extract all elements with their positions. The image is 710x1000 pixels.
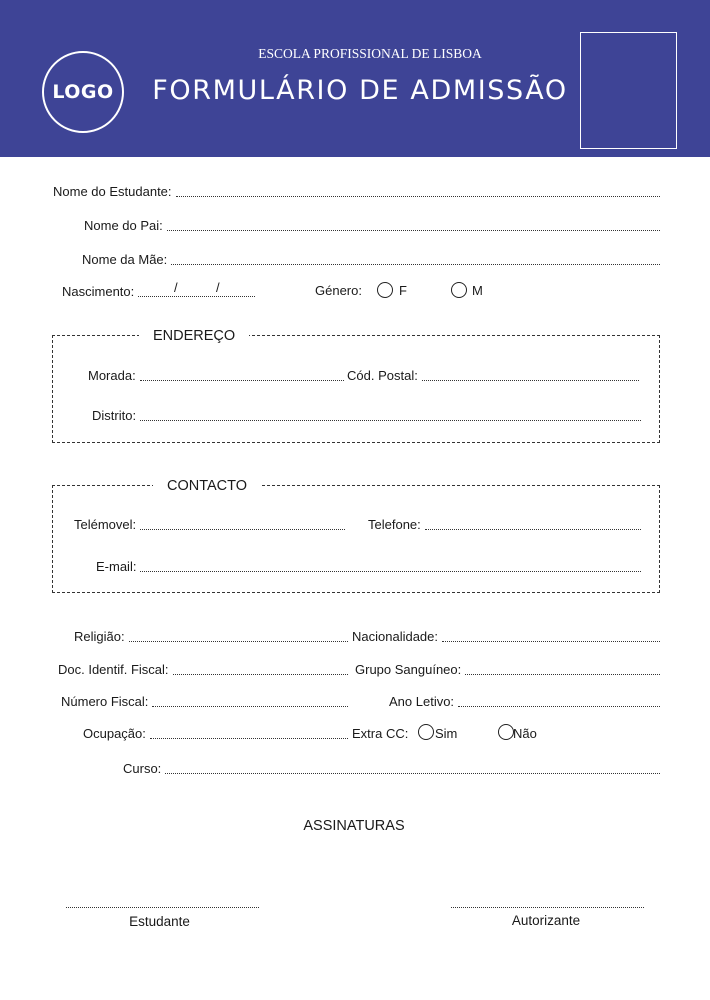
contact-section (52, 485, 660, 593)
address-section (52, 335, 660, 443)
postal-code-field[interactable] (347, 366, 639, 384)
mobile-field[interactable] (74, 515, 345, 533)
date-separator: / (216, 280, 220, 295)
phone-field[interactable] (368, 515, 641, 533)
birth-label: Nascimento: (62, 284, 135, 299)
street-label: Morada: (88, 368, 136, 383)
gender-m-radio[interactable] (451, 282, 467, 298)
birth-date-field[interactable] (62, 282, 255, 300)
religion-field[interactable] (74, 627, 348, 645)
course-field[interactable] (123, 759, 660, 777)
email-line[interactable] (140, 559, 641, 572)
student-name-label: Nome do Estudante: (53, 184, 172, 199)
phone-line[interactable] (425, 517, 641, 530)
extra-yes-radio[interactable] (418, 724, 434, 740)
tax-id-doc-line[interactable] (173, 662, 348, 675)
nationality-label: Nacionalidade: (352, 629, 439, 644)
authorizer-signature-line[interactable] (451, 907, 644, 908)
occupation-line[interactable] (150, 726, 348, 739)
mother-name-line[interactable] (171, 252, 660, 265)
district-label: Distrito: (92, 408, 137, 423)
course-line[interactable] (165, 761, 660, 774)
phone-label: Telefone: (368, 517, 421, 532)
birth-date-line[interactable] (138, 284, 255, 297)
school-name: ESCOLA PROFISSIONAL DE LISBOA (258, 46, 482, 61)
mobile-line[interactable] (140, 517, 345, 530)
student-name-line[interactable] (176, 184, 660, 197)
email-field[interactable] (96, 557, 641, 575)
father-name-field[interactable] (84, 216, 660, 234)
postal-code-line[interactable] (422, 368, 639, 381)
extra-no-label: Não (513, 726, 537, 741)
form-title: FORMULÁRIO DE ADMISSÃO (152, 75, 568, 106)
gender-m-label: M (472, 283, 483, 298)
tax-number-label: Número Fiscal: (61, 694, 149, 709)
mother-name-field[interactable] (82, 250, 660, 268)
school-year-label: Ano Letivo: (389, 694, 455, 709)
nationality-field[interactable] (352, 627, 660, 645)
nationality-line[interactable] (442, 629, 660, 642)
photo-placeholder[interactable] (580, 32, 677, 149)
gender-f-label: F (399, 283, 407, 298)
contact-title: CONTACTO (153, 477, 261, 495)
religion-label: Religião: (74, 629, 125, 644)
email-label: E-mail: (96, 559, 137, 574)
street-field[interactable] (88, 366, 344, 384)
school-year-line[interactable] (458, 694, 660, 707)
logo-text: LOGO (52, 81, 114, 103)
address-title: ENDEREÇO (139, 327, 249, 345)
extra-yes-label: Sim (435, 726, 458, 741)
form-header (0, 0, 710, 157)
course-label: Curso: (123, 761, 162, 776)
student-name-field[interactable] (53, 182, 660, 200)
authorizer-signature-label: Autorizante (511, 913, 581, 928)
gender-label: Género: (315, 283, 362, 298)
father-name-label: Nome do Pai: (84, 218, 163, 233)
religion-line[interactable] (129, 629, 348, 642)
postal-code-label: Cód. Postal: (347, 368, 418, 383)
signatures-title: ASSINATURAS (303, 818, 405, 834)
tax-id-doc-field[interactable] (58, 660, 348, 678)
blood-group-line[interactable] (465, 662, 660, 675)
date-separator: / (174, 280, 178, 295)
blood-group-label: Grupo Sanguíneo: (355, 662, 462, 677)
street-line[interactable] (140, 368, 344, 381)
mobile-label: Telémovel: (74, 517, 137, 532)
occupation-field[interactable] (83, 724, 348, 742)
gender-f-radio[interactable] (377, 282, 393, 298)
tax-id-doc-label: Doc. Identif. Fiscal: (58, 662, 169, 677)
father-name-line[interactable] (167, 218, 660, 231)
occupation-label: Ocupação: (83, 726, 146, 741)
blood-group-field[interactable] (355, 660, 660, 678)
extra-cc-label: Extra CC: (352, 726, 409, 741)
mother-name-label: Nome da Mãe: (82, 252, 168, 267)
district-field[interactable] (92, 406, 641, 424)
logo (42, 51, 124, 133)
student-signature-line[interactable] (66, 907, 259, 908)
student-signature-label: Estudante (129, 914, 190, 929)
tax-number-field[interactable] (61, 692, 348, 710)
school-year-field[interactable] (389, 692, 660, 710)
district-line[interactable] (140, 408, 641, 421)
tax-number-line[interactable] (152, 694, 348, 707)
extra-no-radio[interactable] (498, 724, 514, 740)
